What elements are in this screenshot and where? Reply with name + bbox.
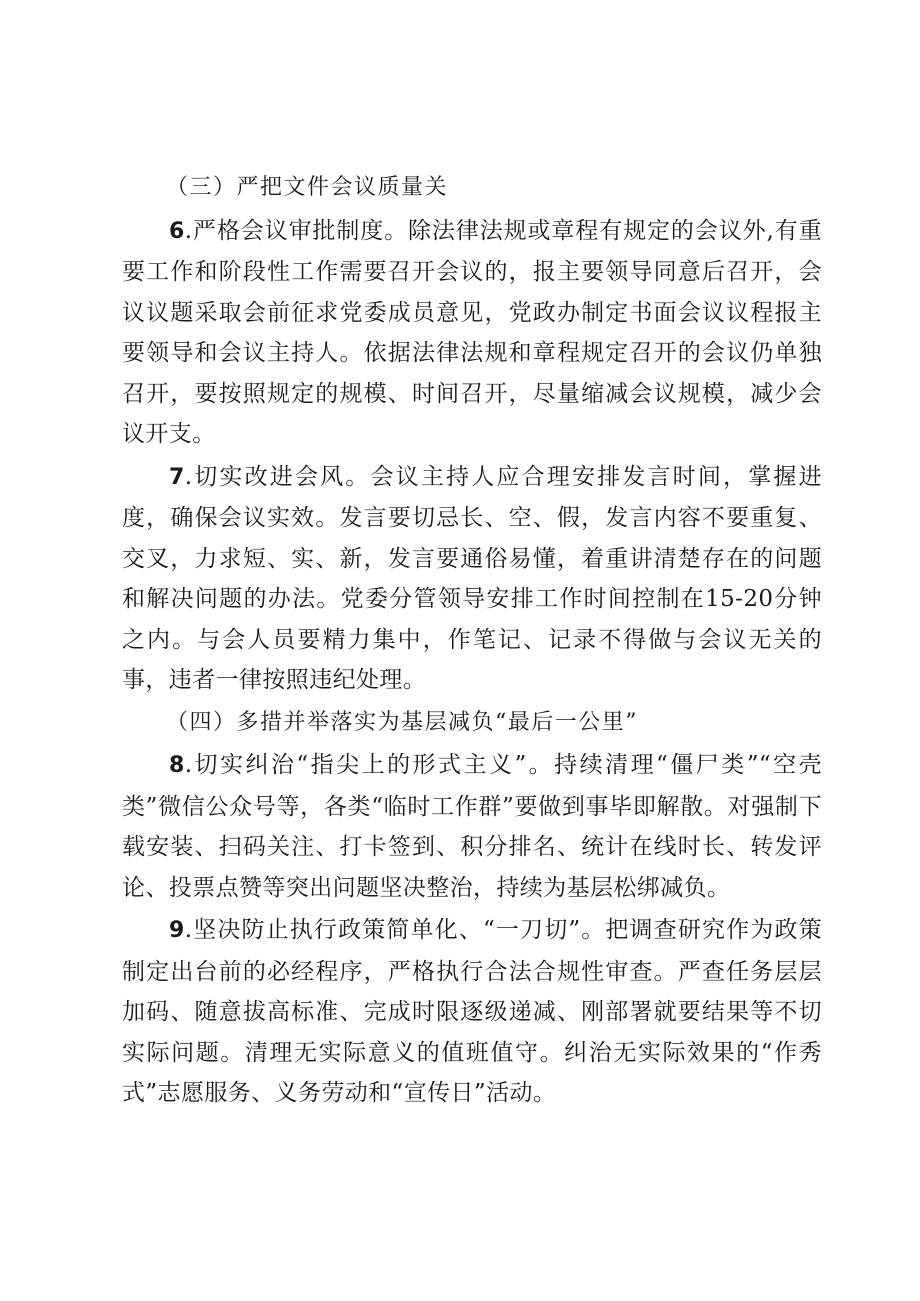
paragraph-item-7	[122, 457, 822, 701]
section-heading-3: （三）严把文件会议质量关	[166, 175, 449, 200]
item-text: .严格会议审批制度。除法律法规或章程有规定的会议外,有重要工作和阶段性工作需要召开会议的，报主要领导同意后召开，会议议题采取会前征求党委成员意见，党政办制定书面会议议程报主要领导和会议主持人。依据法律法规和章程规定召开的会议仍单独召开，要按照规定的规模、时间召开，尽量缩减会议规模，减少会议开支。	[122, 217, 822, 447]
section-heading-4: （四）多措并举落实为基层减负“最后一公里”	[166, 709, 638, 735]
item-number: 9	[169, 918, 185, 943]
paragraph-item-9	[122, 910, 822, 1114]
item-number: 6	[169, 218, 185, 244]
item-number: 8	[169, 753, 185, 778]
item-text: .坚决防止执行政策简单化、“一刀切”。把调查研究作为政策制定出台前的必经程序，严格执行合法合规性审查。严查任务层层加码、随意拔高标准、完成时限逐级递减、刚部署就要结果等不切实际问题。清理无实际意义的值班值守。纠治无实际效果的“作秀式”志愿服务、义务劳动和“宣传日”活动。	[122, 917, 822, 1106]
paragraph-item-8	[122, 745, 822, 908]
item-number: 7	[169, 464, 185, 490]
item-text: .切实改进会风。会议主持人应合理安排发言时间，掌握进度，确保会议实效。发言要切忌长、空、假，发言内容不要重复、交叉，力求短、实、新，发言要通俗易懂，着重讲清楚存在的问题和解决问题的办法。党委分管领导安排工作时间控制在15-20分钟之内。与会人员要精力集中，作笔记、记录不得做与会议无关的事，违者一律按照违纪处理。	[122, 463, 822, 693]
item-text: .切实纠治“指尖上的形式主义”。持续清理“僵尸类”“空壳类”微信公众号等，各类“临时工作群”要做到事毕即解散。对强制下载安装、扫码关注、打卡签到、积分排名、统计在线时长、转发评论、投票点赞等突出问题坚决整治，持续为基层松绑减负。	[122, 752, 822, 901]
document-body	[122, 168, 822, 1114]
paragraph-item-6	[122, 211, 822, 455]
